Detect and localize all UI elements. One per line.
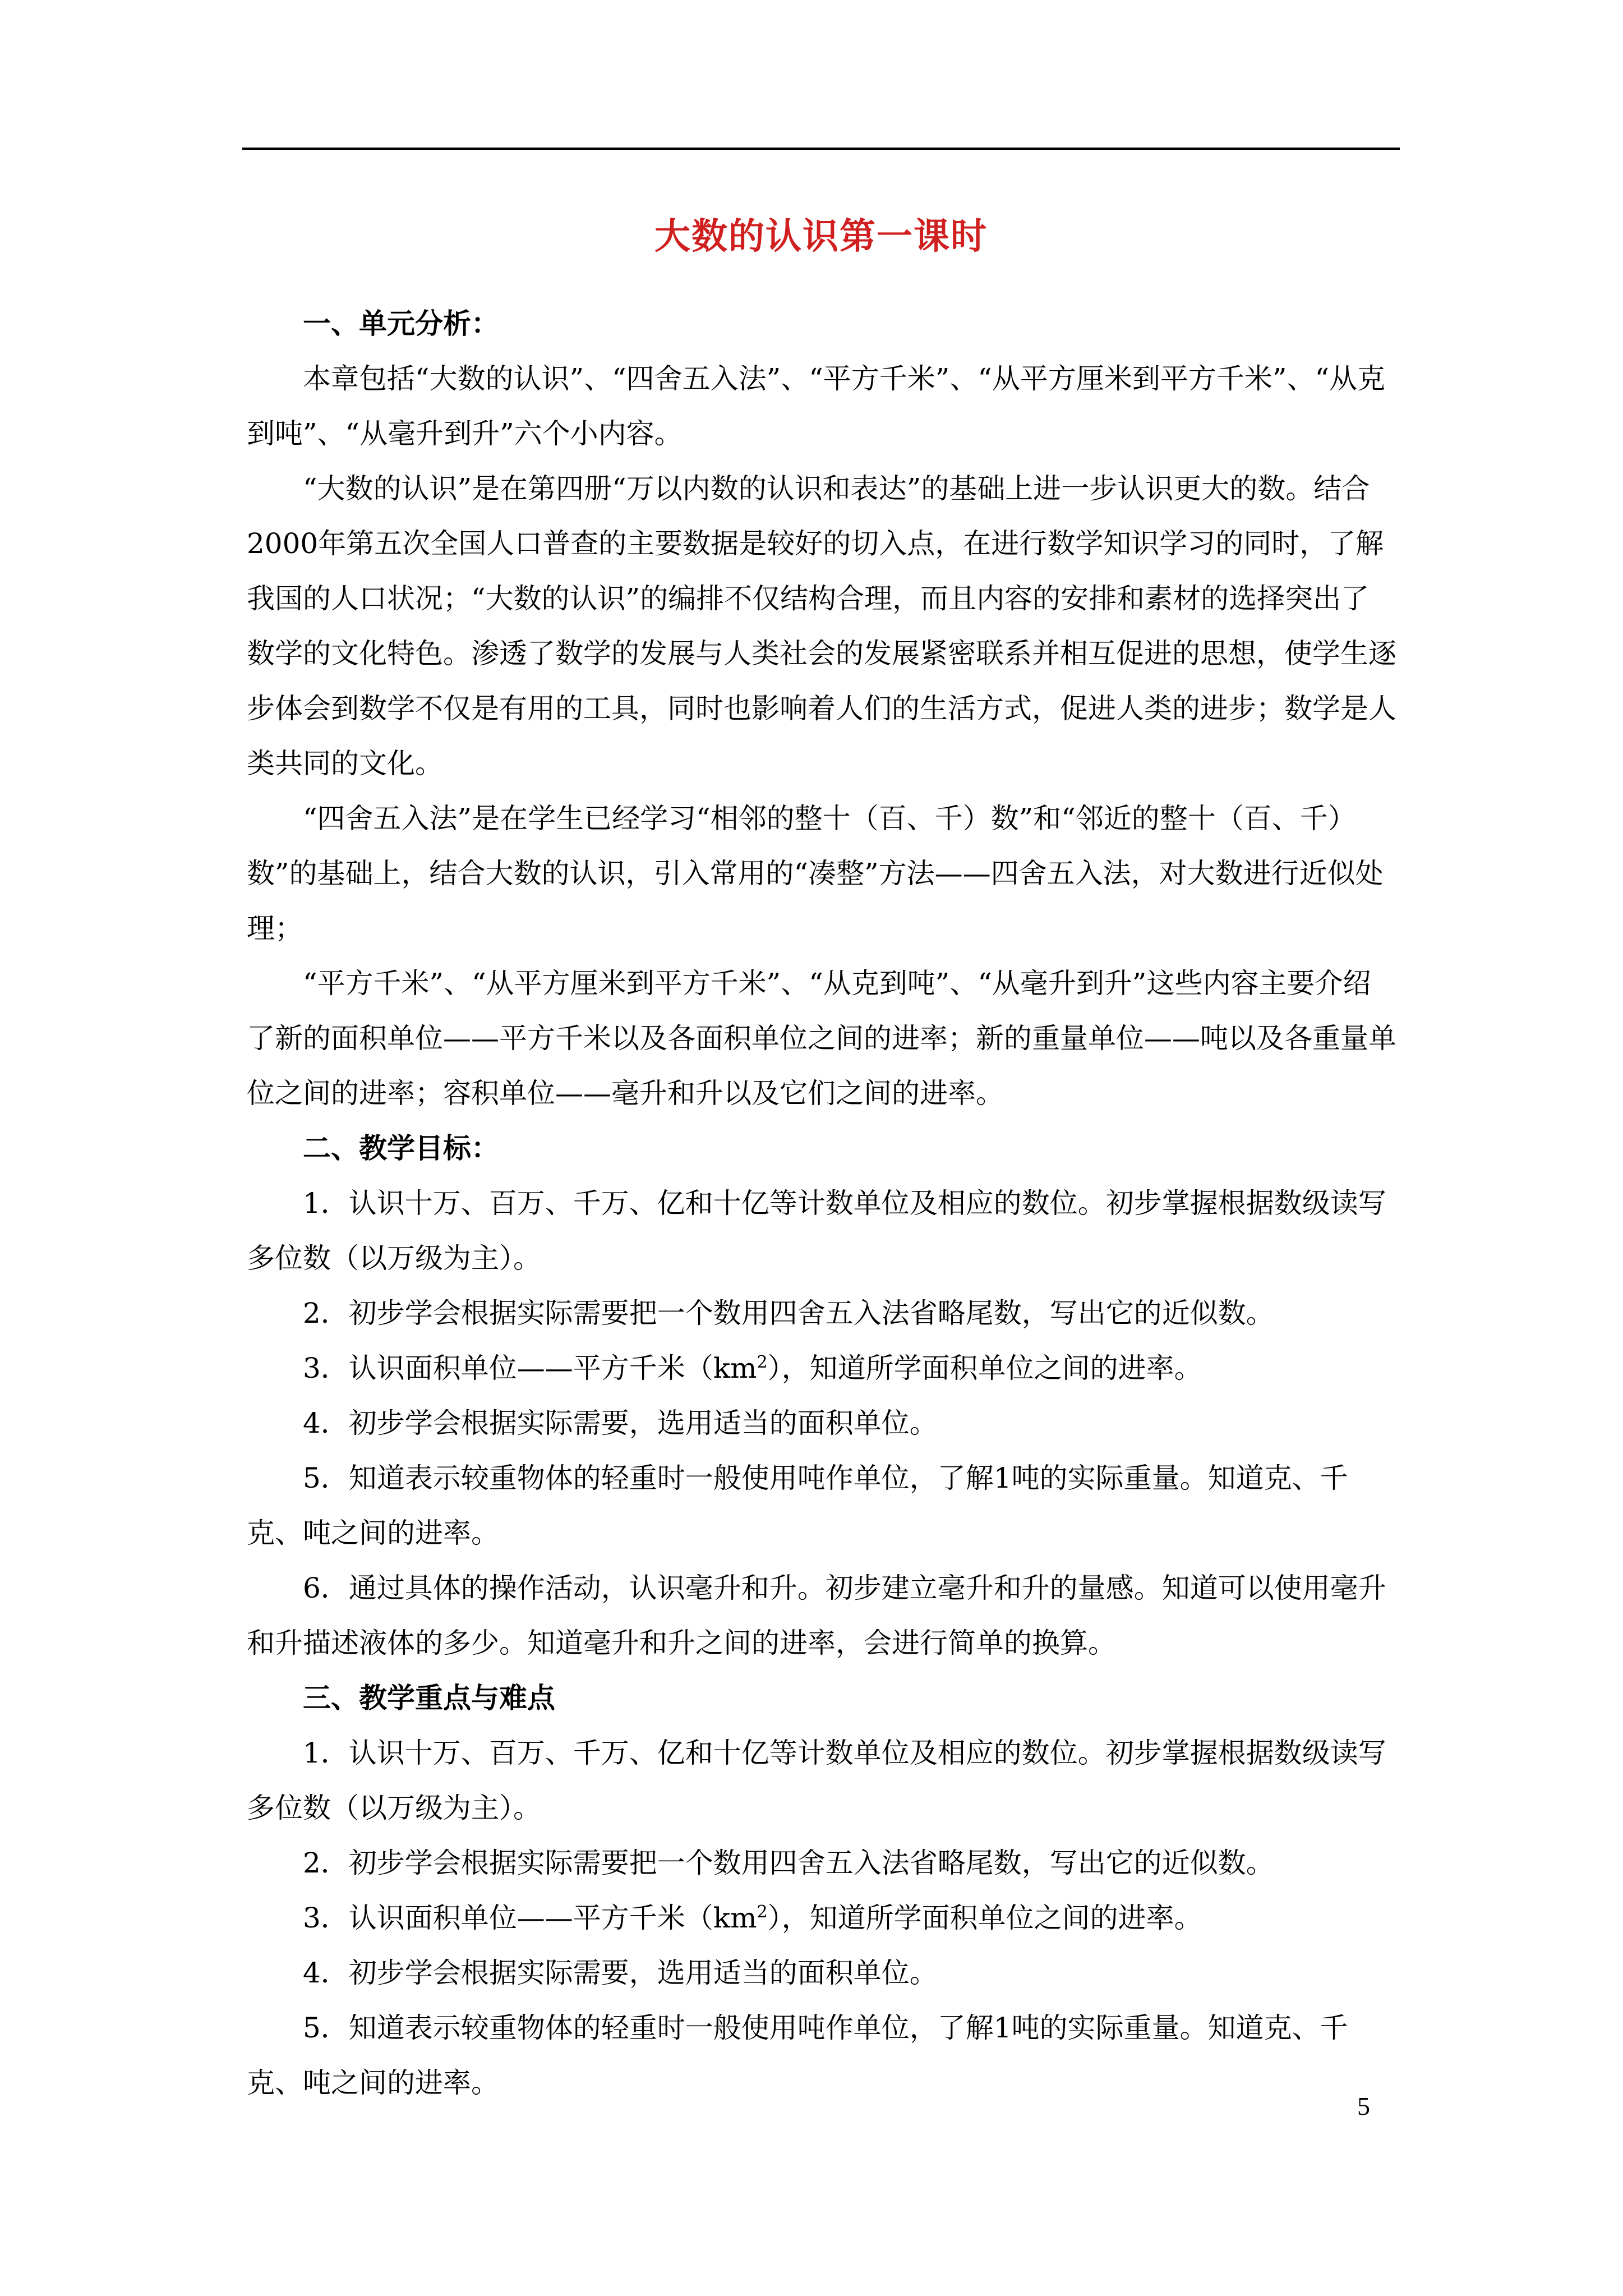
document-body	[247, 296, 1396, 2110]
list-item	[247, 1890, 1396, 1945]
list-item: 1．认识十万、百万、千万、亿和十亿等计数单位及相应的数位。初步掌握根据数级读写多位数（以万级为主）。	[247, 1737, 1386, 1824]
list-item	[247, 1341, 1396, 1396]
list-item: 4．初步学会根据实际需要，选用适当的面积单位。	[303, 1957, 938, 1989]
section-heading-key-points: 三、教学重点与难点	[303, 1681, 555, 1714]
page-number: 5	[1357, 2092, 1370, 2120]
paragraph: “四舍五入法”是在学生已经学习“相邻的整十（百、千）数”和“邻近的整十（百、千）数”的基础上，结合大数的认识，引入常用的“凑整”方法——四舍五入法，对大数进行近似处理；	[247, 802, 1384, 945]
page-title: 大数的认识第一课时	[654, 215, 988, 257]
list-item-text: 3．认识面积单位——平方千米（km	[303, 1352, 757, 1384]
list-item: 2．初步学会根据实际需要把一个数用四舍五入法省略尾数，写出它的近似数。	[303, 1847, 1274, 1879]
header-rule	[242, 148, 1400, 150]
list-item-text: 3．认识面积单位——平方千米（km	[303, 1902, 757, 1934]
list-item: 4．初步学会根据实际需要，选用适当的面积单位。	[303, 1407, 938, 1439]
paragraph: “平方千米”、“从平方厘米到平方千米”、“从克到吨”、“从毫升到升”这些内容主要介绍了新的面积单位——平方千米以及各面积单位之间的进率；新的重量单位——吨以及各重量单位之间的进率；容积单位——毫升和升以及它们之间的进率。	[247, 967, 1396, 1110]
list-item: 6．通过具体的操作活动，认识毫升和升。初步建立毫升和升的量感。知道可以使用毫升和升描述液体的多少。知道毫升和升之间的进率，会进行简单的换算。	[247, 1572, 1386, 1659]
section-heading-teaching-goals: 二、教学目标：	[303, 1131, 499, 1165]
list-item: 1．认识十万、百万、千万、亿和十亿等计数单位及相应的数位。初步掌握根据数级读写多位数（以万级为主）。	[247, 1187, 1386, 1274]
list-item: 2．初步学会根据实际需要把一个数用四舍五入法省略尾数，写出它的近似数。	[303, 1297, 1274, 1329]
superscript: 2	[757, 1352, 768, 1372]
paragraph: 本章包括“大数的认识”、“四舍五入法”、“平方千米”、“从平方厘米到平方千米”、“从克到吨”、“从毫升到升”六个小内容。	[247, 362, 1386, 450]
list-item: 5．知道表示较重物体的轻重时一般使用吨作单位，了解1吨的实际重量。知道克、千克、吨之间的进率。	[247, 1462, 1348, 1549]
paragraph: “大数的认识”是在第四册“万以内数的认识和表达”的基础上进一步认识更大的数。结合2000年第五次全国人口普查的主要数据是较好的切入点，在进行数学知识学习的同时，了解我国的人口状况；“大数的认识”的编排不仅结构合理，而且内容的安排和素材的选择突出了数学的文化特色。渗透了数学的发展与人类社会的发展紧密联系并相互促进的思想，使学生逐步体会到数学不仅是有用的工具，同时也影响着人们的生活方式，促进人类的进步；数学是人类共同的文化。	[247, 472, 1396, 780]
list-item-text: ），知道所学面积单位之间的进率。	[767, 1352, 1202, 1384]
list-item-text: ），知道所学面积单位之间的进率。	[767, 1902, 1202, 1934]
list-item: 5．知道表示较重物体的轻重时一般使用吨作单位，了解1吨的实际重量。知道克、千克、吨之间的进率。	[247, 2012, 1348, 2099]
section-heading-unit-analysis: 一、单元分析：	[303, 307, 499, 340]
superscript: 2	[757, 1902, 768, 1922]
